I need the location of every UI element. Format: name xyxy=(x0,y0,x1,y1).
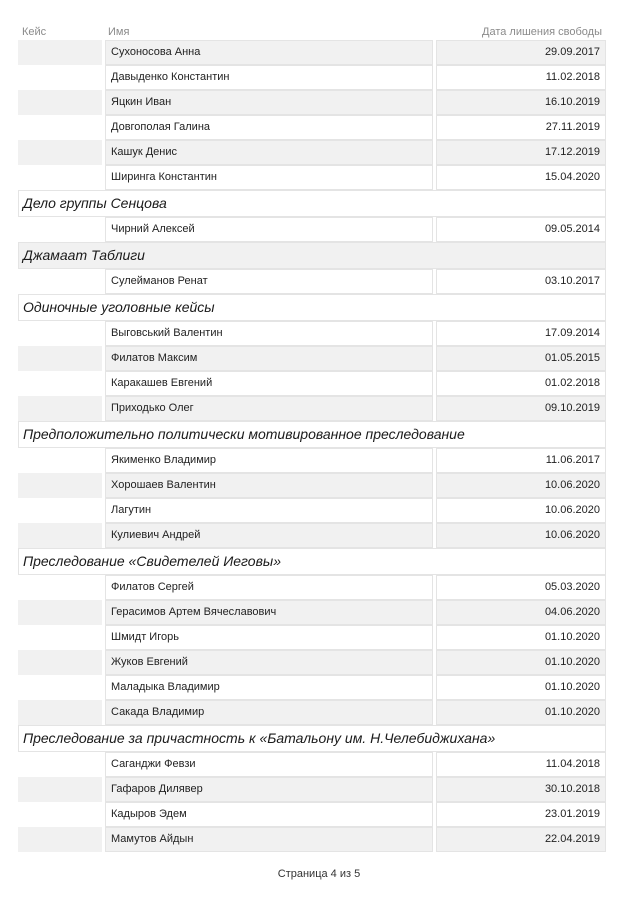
case-cell xyxy=(18,448,102,473)
case-cell xyxy=(18,90,102,115)
table-row xyxy=(18,498,606,523)
column-header-name: Имя xyxy=(108,26,130,38)
case-cell xyxy=(18,752,102,777)
table-row xyxy=(18,65,606,90)
case-cell xyxy=(18,346,102,371)
table-row xyxy=(18,217,606,242)
name-cell: Лагутин xyxy=(105,498,433,523)
date-cell: 29.09.2017 xyxy=(436,40,606,65)
name-cell: Выговський Валентин xyxy=(105,321,433,346)
case-cell xyxy=(18,40,102,65)
case-cell xyxy=(18,575,102,600)
table-row xyxy=(18,802,606,827)
date-cell: 17.09.2014 xyxy=(436,321,606,346)
case-group-heading: Джамаат Таблиги xyxy=(18,242,606,269)
date-cell: 01.10.2020 xyxy=(436,700,606,725)
name-cell: Якименко Владимир xyxy=(105,448,433,473)
name-cell: Гафаров Дилявер xyxy=(105,777,433,802)
date-cell: 09.05.2014 xyxy=(436,217,606,242)
name-cell: Кулиевич Андрей xyxy=(105,523,433,548)
column-header-case: Кейс xyxy=(22,26,47,38)
table-row xyxy=(18,396,606,421)
name-cell: Чирний Алексей xyxy=(105,217,433,242)
case-cell xyxy=(18,371,102,396)
table-row xyxy=(18,625,606,650)
name-cell: Сулейманов Ренат xyxy=(105,269,433,294)
case-cell xyxy=(18,140,102,165)
table-row xyxy=(18,777,606,802)
table-row xyxy=(18,448,606,473)
date-cell: 09.10.2019 xyxy=(436,396,606,421)
case-cell xyxy=(18,165,102,190)
table-row xyxy=(18,269,606,294)
case-cell xyxy=(18,650,102,675)
date-cell: 10.06.2020 xyxy=(436,523,606,548)
date-cell: 01.10.2020 xyxy=(436,675,606,700)
case-group-heading: Предположительно политически мотивированное преследование xyxy=(18,421,606,448)
name-cell: Герасимов Артем Вячеславович xyxy=(105,600,433,625)
name-cell: Каракашев Евгений xyxy=(105,371,433,396)
table-row xyxy=(18,675,606,700)
date-cell: 01.05.2015 xyxy=(436,346,606,371)
table-row xyxy=(18,473,606,498)
case-cell xyxy=(18,269,102,294)
name-cell: Кашук Денис xyxy=(105,140,433,165)
table-row xyxy=(18,700,606,725)
name-cell: Сакада Владимир xyxy=(105,700,433,725)
case-group-heading: Преследование «Свидетелей Иеговы» xyxy=(18,548,606,575)
table-row xyxy=(18,140,606,165)
name-cell: Сухоносова Анна xyxy=(105,40,433,65)
name-cell: Кадыров Эдем xyxy=(105,802,433,827)
case-cell xyxy=(18,115,102,140)
date-cell: 01.10.2020 xyxy=(436,650,606,675)
case-group-heading: Дело группы Сенцова xyxy=(18,190,606,217)
name-cell: Филатов Сергей xyxy=(105,575,433,600)
case-cell xyxy=(18,675,102,700)
document-page xyxy=(18,0,606,852)
name-cell: Ширинга Константин xyxy=(105,165,433,190)
date-cell: 05.03.2020 xyxy=(436,575,606,600)
name-cell: Филатов Максим xyxy=(105,346,433,371)
page-number: Страница 4 из 5 xyxy=(277,868,361,880)
table-row xyxy=(18,650,606,675)
name-cell: Шмидт Игорь xyxy=(105,625,433,650)
case-group-heading: Преследование за причастность к «Батальону им. Н.Челебиджихана» xyxy=(18,725,606,752)
name-cell: Приходько Олег xyxy=(105,396,433,421)
table-row xyxy=(18,90,606,115)
date-cell: 22.04.2019 xyxy=(436,827,606,852)
name-cell: Яцкин Иван xyxy=(105,90,433,115)
table-row xyxy=(18,40,606,65)
case-cell xyxy=(18,802,102,827)
table-row xyxy=(18,346,606,371)
case-cell xyxy=(18,700,102,725)
table-row xyxy=(18,600,606,625)
case-cell xyxy=(18,523,102,548)
name-cell: Жуков Евгений xyxy=(105,650,433,675)
case-table-body xyxy=(18,40,606,852)
name-cell: Саганджи Февзи xyxy=(105,752,433,777)
date-cell: 03.10.2017 xyxy=(436,269,606,294)
table-row xyxy=(18,321,606,346)
table-row xyxy=(18,752,606,777)
date-cell: 27.11.2019 xyxy=(436,115,606,140)
date-cell: 01.10.2020 xyxy=(436,625,606,650)
name-cell: Мамутов Айдын xyxy=(105,827,433,852)
date-cell: 11.02.2018 xyxy=(436,65,606,90)
date-cell: 11.04.2018 xyxy=(436,752,606,777)
case-cell xyxy=(18,321,102,346)
table-row xyxy=(18,575,606,600)
table-row xyxy=(18,115,606,140)
name-cell: Маладыка Владимир xyxy=(105,675,433,700)
name-cell: Давыденко Константин xyxy=(105,65,433,90)
case-cell xyxy=(18,217,102,242)
case-cell xyxy=(18,625,102,650)
case-cell xyxy=(18,396,102,421)
table-row xyxy=(18,523,606,548)
date-cell: 15.04.2020 xyxy=(436,165,606,190)
name-cell: Хорошаев Валентин xyxy=(105,473,433,498)
date-cell: 10.06.2020 xyxy=(436,473,606,498)
date-cell: 01.02.2018 xyxy=(436,371,606,396)
date-cell: 04.06.2020 xyxy=(436,600,606,625)
case-cell xyxy=(18,600,102,625)
date-cell: 10.06.2020 xyxy=(436,498,606,523)
table-row xyxy=(18,827,606,852)
table-row xyxy=(18,165,606,190)
case-cell xyxy=(18,777,102,802)
table-header xyxy=(18,0,606,40)
date-cell: 11.06.2017 xyxy=(436,448,606,473)
case-cell xyxy=(18,473,102,498)
case-group-heading: Одиночные уголовные кейсы xyxy=(18,294,606,321)
column-header-date: Дата лишения свободы xyxy=(482,26,602,38)
case-cell xyxy=(18,827,102,852)
case-cell xyxy=(18,498,102,523)
name-cell: Довгополая Галина xyxy=(105,115,433,140)
case-cell xyxy=(18,65,102,90)
date-cell: 23.01.2019 xyxy=(436,802,606,827)
date-cell: 16.10.2019 xyxy=(436,90,606,115)
date-cell: 30.10.2018 xyxy=(436,777,606,802)
table-row xyxy=(18,371,606,396)
date-cell: 17.12.2019 xyxy=(436,140,606,165)
